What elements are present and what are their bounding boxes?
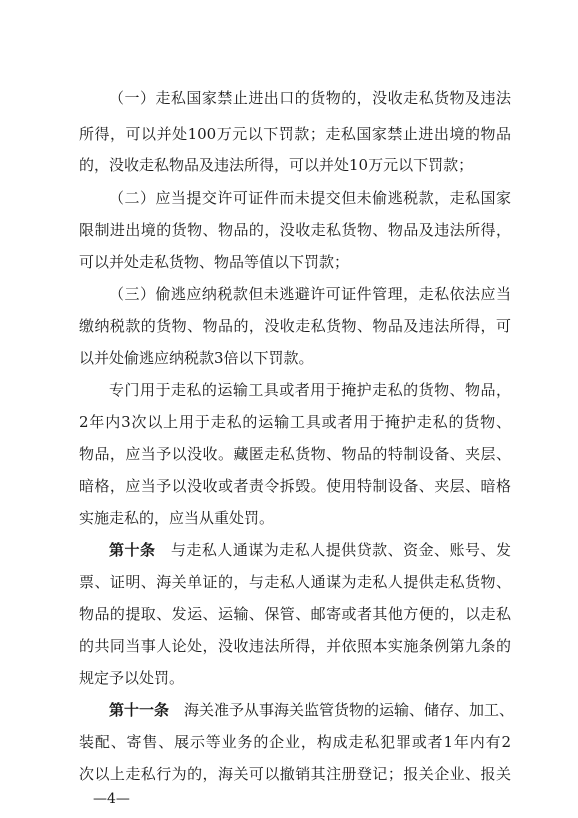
line-text: 海关准予从事海关监管货物的运输、储存、加工、: [184, 701, 515, 719]
page-number: —4—: [93, 791, 130, 807]
text-line: [79, 316, 511, 336]
line-text: 暗格，应当予以没收或者责令拆毁。使用特制设备、夹层、暗格: [79, 477, 511, 495]
line-text: （二）应当提交许可证件而未提交但未偷逃税款，走私国家: [109, 189, 511, 207]
text-line: [79, 636, 511, 656]
text-line: [79, 124, 511, 144]
line-text: 与走私人通谋为走私人提供贷款、资金、账号、发: [170, 541, 511, 559]
text-line: [79, 732, 511, 752]
text-line: [79, 572, 511, 592]
line-text: （一）走私国家禁止进出口的货物的，没收走私货物及违法: [109, 89, 511, 107]
text-line: [79, 604, 511, 624]
text-line: [109, 700, 515, 720]
line-text: 所得，可以并处100万元以下罚款；走私国家禁止进出境的物品: [79, 125, 511, 143]
line-text: 次以上走私行为的，海关可以撤销其注册登记；报关企业、报关: [79, 765, 511, 783]
line-text: 票、证明、海关单证的，与走私人通谋为走私人提供走私货物、: [79, 573, 511, 591]
line-text: 规定予以处罚。: [79, 669, 185, 687]
line-text: 的，没收走私物品及违法所得，可以并处10万元以下罚款；: [79, 156, 474, 174]
line-text: 的共同当事人论处，没收违法所得，并依照本实施条例第九条的: [79, 637, 511, 655]
line-text: 以并处偷逃应纳税款3倍以下罚款。: [79, 349, 314, 367]
line-text: 缴纳税款的货物、物品的，没收走私货物、物品及违法所得，可: [79, 317, 511, 335]
line-text: 限制进出境的货物、物品的，没收走私货物、物品及违法所得，: [79, 221, 511, 239]
line-text: 可以并处走私货物、物品等值以下罚款；: [79, 253, 350, 271]
line-text: 2年内3次以上用于走私的运输工具或者用于掩护走私的货物、: [79, 413, 511, 431]
text-line: [79, 252, 511, 272]
text-line: [79, 348, 511, 368]
text-line: [79, 444, 511, 464]
text-line: [79, 476, 511, 496]
text-line: [109, 88, 511, 108]
text-line: [109, 188, 511, 208]
line-text: （三）偷逃应纳税款但未逃避许可证件管理，走私依法应当: [109, 285, 511, 303]
line-text: 专门用于走私的运输工具或者用于掩护走私的货物、物品，: [109, 381, 511, 399]
text-line: [79, 508, 511, 528]
line-text: 物品，应当予以没收。藏匿走私货物、物品的特制设备、夹层、: [79, 445, 511, 463]
article-heading: 第十条: [109, 541, 156, 559]
text-line: [79, 412, 511, 432]
text-line: [79, 668, 511, 688]
article-heading: 第十一条: [109, 701, 170, 719]
line-text: 物品的提取、发运、运输、保管、邮寄或者其他方便的，以走私: [79, 605, 511, 623]
line-text: 装配、寄售、展示等业务的企业，构成走私犯罪或者1年内有2: [79, 733, 511, 751]
text-line: [109, 380, 511, 400]
text-line: [109, 540, 511, 560]
text-line: [79, 155, 511, 175]
text-line: [79, 220, 511, 240]
line-text: 实施走私的，应当从重处罚。: [79, 509, 275, 527]
text-line: [109, 284, 511, 304]
text-line: [79, 764, 511, 784]
